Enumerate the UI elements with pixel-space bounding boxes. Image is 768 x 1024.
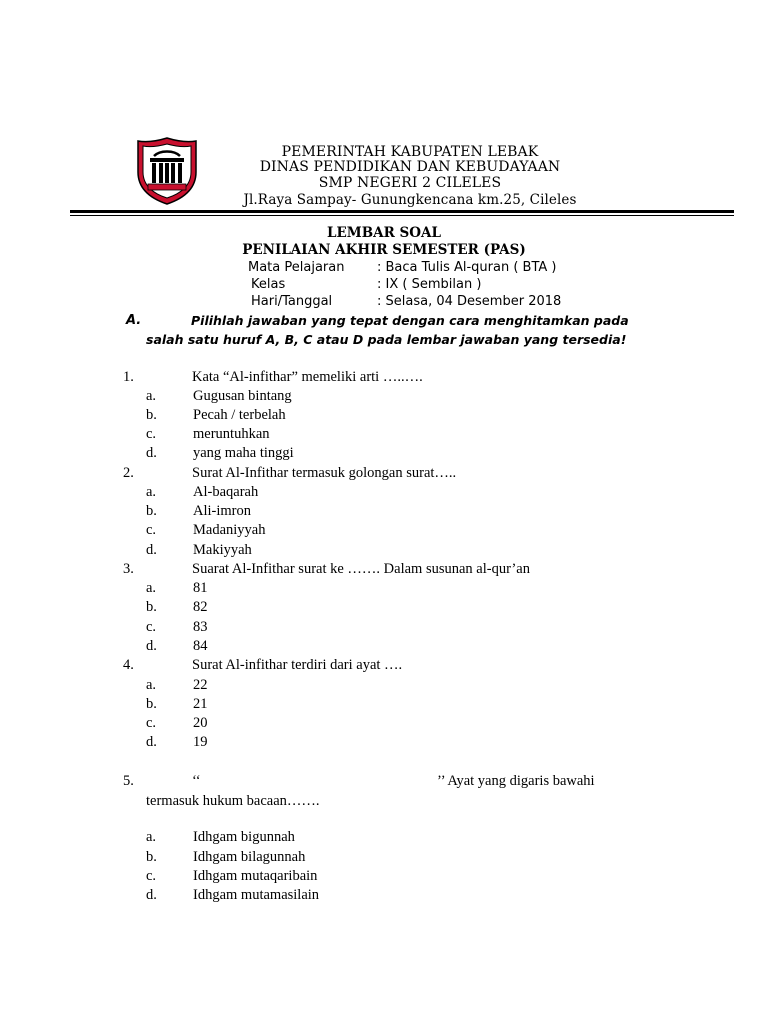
question-2-option-c: Madaniyyah [193,522,266,538]
question-3-text: Suarat Al-Infithar surat ke ……. Dalam susunan al-qur’an [192,561,530,577]
question-3-option-c-letter: c. [146,619,157,635]
letterhead-address: Jl.Raya Sampay- Gunungkencana km.25, Cileles [243,192,577,208]
meta-value-class: : IX ( Sembilan ) [377,277,482,292]
question-2-option-a-letter: a. [146,484,157,500]
question-1-option-b-letter: b. [146,407,157,423]
question-4-number: 4. [123,657,134,673]
question-4-option-a-letter: a. [146,677,157,693]
question-1-text: Kata “Al-infithar” memeliki arti …..…. [192,369,423,385]
meta-value-date: : Selasa, 04 Desember 2018 [377,294,562,309]
question-3-number: 3. [123,561,134,577]
question-1-option-a-letter: a. [146,388,157,404]
doc-subtitle: PENILAIAN AKHIR SEMESTER (PAS) [242,242,526,258]
question-5-option-a: Idhgam bigunnah [193,829,295,845]
question-1-option-a: Gugusan bintang [193,388,292,404]
question-5-option-a-letter: a. [146,829,157,845]
question-1-option-b: Pecah / terbelah [193,407,286,423]
letterhead-school: SMP NEGERI 2 CILELES [318,175,502,191]
question-4-option-b-letter: b. [146,696,157,712]
question-4-option-d-letter: d. [146,734,157,750]
instruction-line-1: Pilihlah jawaban yang tepat dengan cara menghitamkan pada [191,313,629,328]
question-2-option-c-letter: c. [146,522,157,538]
question-5-option-d-letter: d. [146,887,157,903]
question-4-option-a: 22 [193,677,208,693]
letterhead-divider-thick [70,210,734,213]
question-2-text: Surat Al-Infithar termasuk golongan surat….. [192,465,457,481]
question-3-option-b-letter: b. [146,599,157,615]
instruction-line-2: salah satu huruf A, B, C atau D pada lembar jawaban yang tersedia! [146,332,627,347]
question-3-option-d-letter: d. [146,638,157,654]
question-2-option-d: Makiyyah [193,542,252,558]
instruction-letter: A. [126,313,142,328]
question-3-option-a: 81 [193,580,208,596]
question-5-text-continued: termasuk hukum bacaan……. [146,793,320,809]
question-3-option-b: 82 [193,599,208,615]
question-2-number: 2. [123,465,134,481]
question-5-option-c: Idhgam mutaqaribain [193,868,318,884]
question-5-option-c-letter: c. [146,868,157,884]
question-5-option-b: Idhgam bilagunnah [193,849,306,865]
question-1-option-d: yang maha tinggi [193,445,294,461]
question-4-option-d: 19 [193,734,208,750]
question-5-number: 5. [123,773,134,789]
question-1-option-c: meruntuhkan [193,426,270,442]
meta-label-class: Kelas [251,277,286,292]
question-5-text: ’’ Ayat yang digaris bawahi [437,773,595,789]
doc-title: LEMBAR SOAL [326,225,441,241]
meta-value-subject: : Baca Tulis Al-quran ( BTA ) [377,260,557,275]
question-4-text: Surat Al-infithar terdiri dari ayat …. [192,657,403,673]
meta-label-subject: Mata Pelajaran [248,260,345,275]
question-4-option-c-letter: c. [146,715,157,731]
question-4-option-c: 20 [193,715,208,731]
question-1-option-d-letter: d. [146,445,157,461]
question-2-option-b-letter: b. [146,503,157,519]
letterhead-divider-thin [70,215,734,216]
question-2-option-b: Ali-imron [193,503,251,519]
question-3-option-d: 84 [193,638,208,654]
question-1-number: 1. [123,369,134,385]
question-2-option-d-letter: d. [146,542,157,558]
question-3-option-c: 83 [193,619,208,635]
question-2-option-a: Al-baqarah [193,484,259,500]
question-1-option-c-letter: c. [146,426,157,442]
question-5-option-b-letter: b. [146,849,157,865]
letterhead-government: PEMERINTAH KABUPATEN LEBAK [281,144,539,160]
meta-label-date: Hari/Tanggal [251,294,333,309]
question-5-option-d: Idhgam mutamasilain [193,887,320,903]
question-5-text-open-quote: ‘‘ [192,773,201,789]
question-4-option-b: 21 [193,696,208,712]
letterhead-department: DINAS PENDIDIKAN DAN KEBUDAYAAN [259,159,561,175]
question-3-option-a-letter: a. [146,580,157,596]
